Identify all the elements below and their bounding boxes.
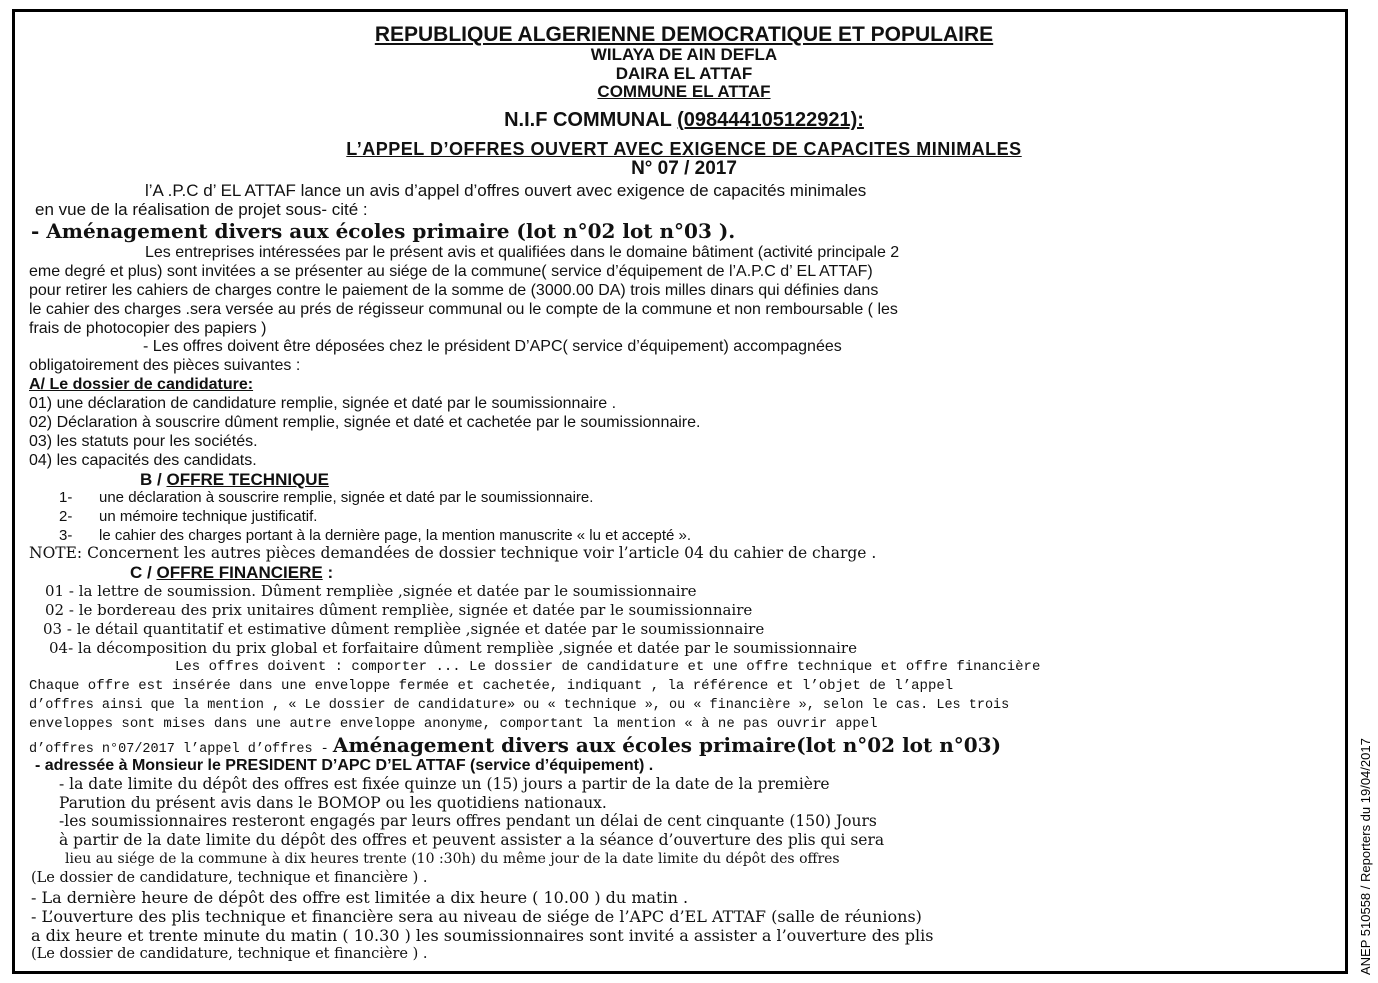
list-item (59, 488, 593, 507)
note-line: NOTE: Concernent les autres pièces demandées de dossier technique voir l’article 04 du cahier de charge . (29, 544, 877, 562)
list-item: 01) une déclaration de candidature remplie, signée et daté par le soumissionnaire . (29, 395, 617, 412)
section-c-heading (130, 563, 333, 582)
publication-reference: ANEP 510558 / Reporters du 19/04/2017 (1358, 738, 1373, 975)
list-item: 01 - la lettre de soumission. Dûment remplièe ,signée et datée par le soumissionnaire (45, 582, 697, 600)
section-c-prefix: C / (130, 563, 152, 582)
republic-heading: REPUBLIQUE ALGERIENNE DEMOCRATIQUE ET POPULAIRE (374, 23, 994, 46)
body-line: obligatoirement des pièces suivantes : (29, 357, 301, 374)
tender-number: N° 07 / 2017 (631, 158, 737, 179)
section-b-prefix: B / (140, 470, 162, 489)
section-a-heading: A/ Le dossier de candidature: (29, 376, 254, 393)
body-line: d’offres ainsi que la mention , « Le dossier de candidature» ou « technique », ou « financière », selon le cas. Les trois (29, 698, 1010, 713)
body-line: -les soumissionnaires resteront engagés par leurs offres pendant un délai de cent cinquante (150) Jours (59, 812, 877, 830)
body-line: (Le dossier de candidature, technique et financière ) . (31, 870, 428, 886)
list-item-text: un mémoire technique justificatif. (99, 508, 318, 525)
list-item: 04- la décomposition du prix global et forfaitaire dûment remplièe ,signée et datée par le soumissionnaire (49, 639, 857, 657)
notice-frame (12, 9, 1348, 974)
body-line: - La dernière heure de dépôt des offre est limitée a dix heure ( 10.00 ) du matin . (31, 888, 689, 907)
intro-line: l’A .P.C d’ EL ATTAF lance un avis d’appel d’offres ouvert avec exigence de capacités minimales (145, 181, 867, 200)
list-item-text: le cahier des charges portant à la dernière page, la mention manuscrite « lu et accepté ». (99, 527, 692, 544)
body-line: eme degré et plus) sont invitées a se présenter au siége de la commune( service d’équipement de l’A.P.C d’ EL ATTAF) (29, 263, 873, 280)
intro-line: en vue de la réalisation de projet sous- cité : (35, 200, 368, 219)
body-line: frais de photocopier des papiers ) (29, 320, 267, 337)
list-item-number: 1- (59, 489, 73, 506)
nif-value: (098444105122921): (677, 109, 864, 131)
list-item (59, 507, 317, 526)
body-line: (Le dossier de candidature, technique et financière ) . (31, 946, 428, 962)
body-line: - L’ouverture des plis technique et financière sera au niveau de siége de l’APC d’EL ATTAF (salle de réunions) (31, 907, 922, 926)
list-item: 03) les statuts pour les sociétés. (29, 433, 258, 450)
list-item: 03 - le détail quantitatif et estimative dûment remplièe ,signée et datée par le soumissionnaire (43, 620, 765, 638)
body-line: Les offres doivent : comporter ... Le dossier de candidature et une offre technique et offre financière (175, 659, 1041, 675)
envelope-end-text: d’offres n°07/2017 l’appel d’offres - (29, 742, 329, 757)
project-title: Aménagement divers aux écoles primaire(lot n°02 lot n°03) (332, 733, 1002, 757)
body-line: à partir de la date limite du dépôt des offres et peuvent assister a la séance d’ouverture des plis qui sera (59, 831, 885, 849)
body-line: a dix heure et trente minute du matin ( 10.30 ) les soumissionnaires sont invité a assister a l’ouverture des plis (31, 926, 934, 945)
nif-line (15, 108, 1353, 132)
section-b-heading (140, 470, 329, 489)
list-item-number: 3- (59, 527, 73, 544)
list-item: 02 - le bordereau des prix unitaires dûment remplièe, signée et datée par le soumissionnaire (45, 601, 753, 619)
project-title: - Aménagement divers aux écoles primaire (lot n°02 lot n°03 ). (31, 219, 736, 243)
body-line: Chaque offre est insérée dans une enveloppe fermée et cachetée, indiquant , la référence et l’objet de l’appel (29, 678, 954, 694)
commune-line: COMMUNE EL ATTAF (597, 82, 771, 101)
body-line: - la date limite du dépôt des offres est fixée quinze un (15) jours a partir de la date de la première (59, 775, 830, 793)
list-item: 02) Déclaration à souscrire dûment remplie, signée et daté et cachetée par le soumissionnaire. (29, 414, 701, 431)
list-item (59, 526, 691, 545)
body-line: Les entreprises intéressées par le présent avis et qualifiées dans le domaine bâtiment (activité principale 2 (145, 244, 900, 261)
tender-title: L’APPEL D’OFFRES OUVERT AVEC EXIGENCE DE CAPACITES MINIMALES (346, 139, 1022, 159)
list-item-text: une déclaration à souscrire remplie, signée et daté par le soumissionnaire. (99, 489, 594, 506)
body-line: - Les offres doivent être déposées chez le président D’APC( service d’équipement) accompagnées (143, 338, 842, 355)
section-c-suffix: : (327, 563, 334, 582)
section-b-title: OFFRE TECHNIQUE (166, 470, 329, 489)
body-line: pour retirer les cahiers de charges contre le paiement de la somme de (3000.00 DA) trois milles dinars qui définies dans (29, 282, 879, 299)
body-line: enveloppes sont mises dans une autre enveloppe anonyme, comportant la mention « à ne pas ouvrir appel (29, 716, 878, 732)
body-line: le cahier des charges .sera versée au prés de régisseur communal ou le compte de la commune et non remboursable ( les (29, 301, 898, 318)
daira-line: DAIRA EL ATTAF (615, 64, 753, 83)
list-item-number: 2- (59, 508, 73, 525)
wilaya-line: WILAYA DE AIN DEFLA (590, 45, 778, 64)
nif-label: N.I.F COMMUNAL (504, 109, 672, 131)
body-line: lieu au siége de la commune à dix heures trente (10 :30h) du même jour de la date limite du dépôt des offres (65, 851, 840, 867)
address-line: - adressée à Monsieur le PRESIDENT D’APC D’EL ATTAF (service d’équipement) . (35, 757, 654, 774)
body-line: Parution du présent avis dans le BOMOP ou les quotidiens nationaux. (59, 794, 607, 812)
list-item: 04) les capacités des candidats. (29, 452, 257, 469)
section-c-title: OFFRE FINANCIERE (156, 563, 323, 582)
